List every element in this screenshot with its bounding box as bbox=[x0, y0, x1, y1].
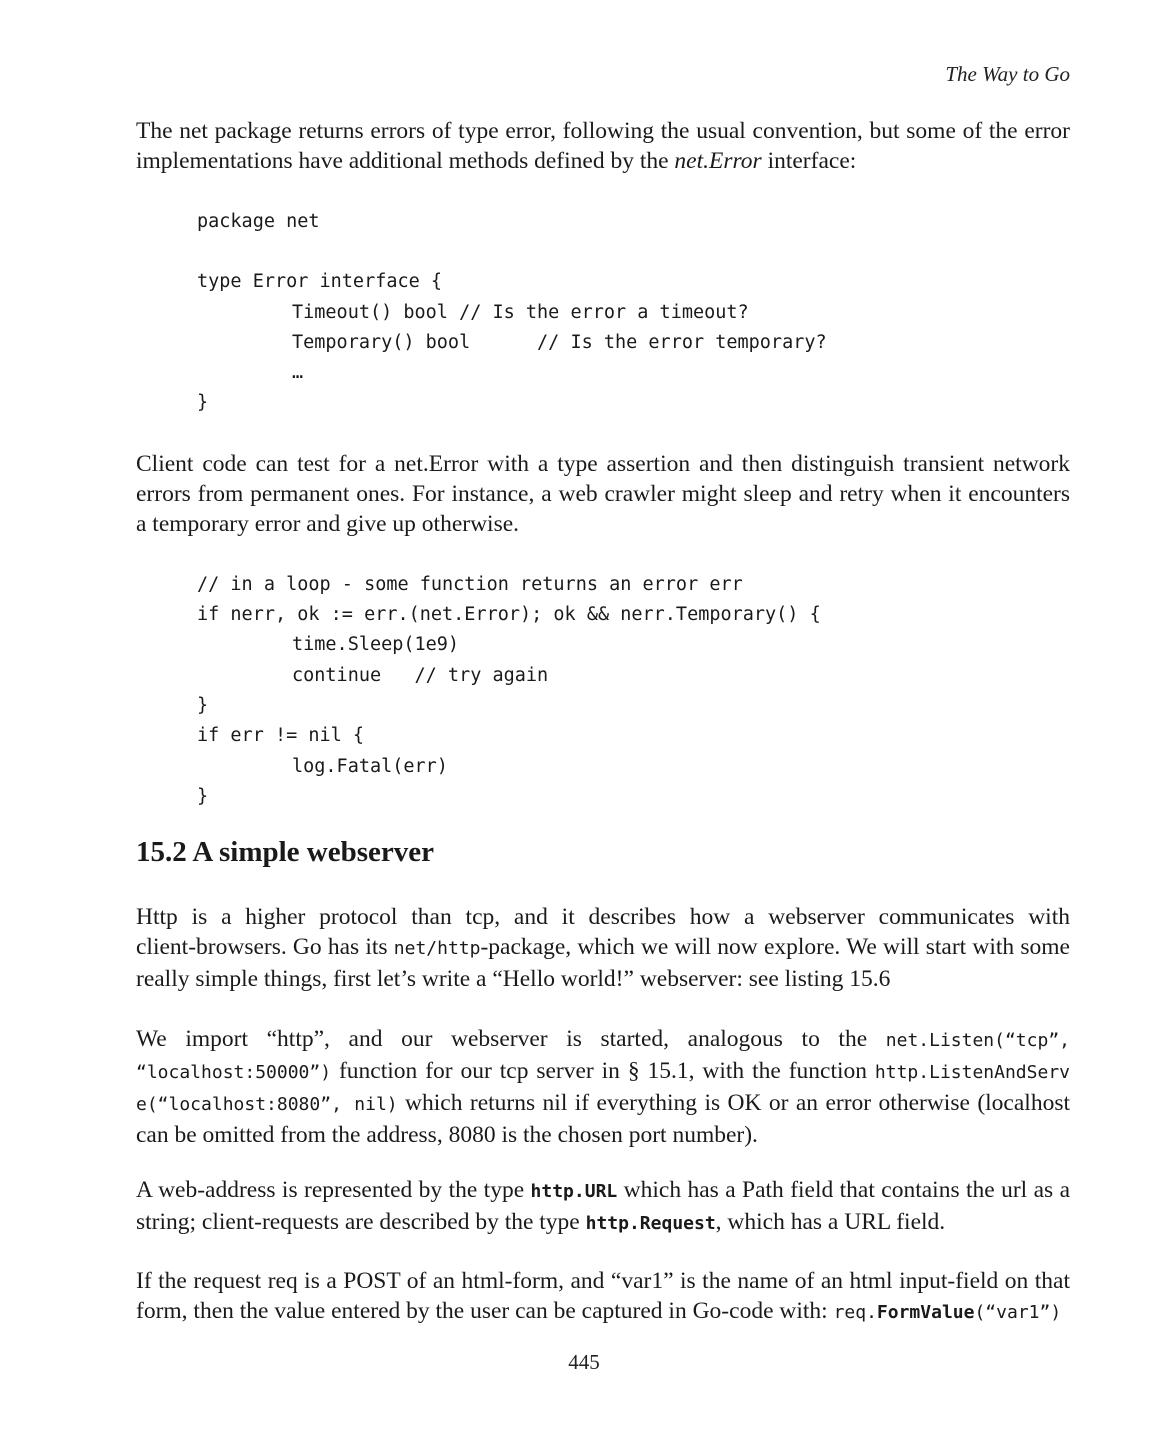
code-line: // in a loop - some function returns an error err bbox=[197, 574, 743, 595]
section-heading: 15.2 A simple webserver bbox=[136, 836, 435, 868]
text-line bbox=[136, 1024, 1070, 1056]
inline-code: http.Request bbox=[585, 1213, 716, 1234]
paragraph-form-value bbox=[136, 1266, 1070, 1328]
text-line bbox=[136, 1088, 1070, 1120]
code-line: } bbox=[197, 786, 209, 807]
text-span: -package, which we will now explore. We will start with some bbox=[480, 934, 1070, 960]
text-span: A web-address is represented by the type bbox=[136, 1177, 531, 1203]
inline-code: req. bbox=[833, 1302, 877, 1323]
emphasis-text: net.Error bbox=[674, 148, 762, 174]
inline-code: http.URL bbox=[530, 1181, 618, 1202]
code-line: Temporary() bool // Is the error temporary? bbox=[292, 332, 827, 353]
text-line: can be omitted from the address, 8080 is the chosen port number). bbox=[136, 1122, 758, 1148]
code-line: Timeout() bool // Is the error a timeout? bbox=[292, 302, 749, 323]
code-line: time.Sleep(1e9) bbox=[292, 634, 460, 655]
inline-code: net/http bbox=[393, 938, 481, 959]
text-span: implementations have additional methods defined by the bbox=[136, 148, 675, 174]
code-line: } bbox=[197, 392, 209, 413]
code-line: type Error interface { bbox=[197, 271, 443, 292]
inline-code: e(“localhost:8080”, nil) bbox=[136, 1094, 398, 1115]
inline-code: (“var1”) bbox=[974, 1302, 1062, 1323]
text-line: a temporary error and give up otherwise. bbox=[136, 511, 520, 537]
text-span: client-browsers. Go has its bbox=[136, 934, 394, 960]
text-line bbox=[136, 146, 1070, 176]
text-line: Http is a higher protocol than tcp, and it describes how a webserver communicates with bbox=[136, 904, 1070, 930]
code-line: … bbox=[292, 362, 304, 383]
paragraph-listen-and-serve bbox=[136, 1024, 1070, 1150]
text-line: really simple things, first let’s write a “Hello world!” webserver: see listing 15.6 bbox=[136, 966, 891, 992]
text-span: interface: bbox=[761, 148, 857, 174]
text-span: We import “http”, and our webserver is started, analogous to the bbox=[136, 1026, 886, 1052]
code-line: if nerr, ok := err.(net.Error); ok && nerr.Temporary() { bbox=[197, 604, 821, 625]
text-line bbox=[136, 932, 1070, 964]
text-span: which returns nil if everything is OK or an error otherwise (localhost bbox=[397, 1090, 1070, 1116]
inline-code: net.Listen(“tcp”, bbox=[885, 1030, 1070, 1051]
code-line: } bbox=[197, 695, 209, 716]
text-line: errors from permanent ones. For instance, a web crawler might sleep and retry when it encounters bbox=[136, 481, 1070, 507]
text-line bbox=[136, 1207, 1070, 1239]
text-span: form, then the value entered by the user can be captured in Go-code with: bbox=[136, 1298, 834, 1324]
code-line: log.Fatal(err) bbox=[292, 756, 448, 777]
text-line: Client code can test for a net.Error with a type assertion and then distinguish transient network bbox=[136, 451, 1070, 477]
paragraph-http-intro bbox=[136, 902, 1070, 994]
paragraph-net-errors bbox=[136, 116, 1070, 176]
text-line: The net package returns errors of type error, following the usual convention, but some of the error bbox=[136, 118, 1070, 144]
paragraph-client-code bbox=[136, 449, 1070, 539]
text-line bbox=[136, 1296, 1070, 1328]
page-number: 445 bbox=[568, 1350, 600, 1374]
code-line: continue // try again bbox=[292, 665, 549, 686]
inline-code: http.ListenAndServ bbox=[874, 1062, 1070, 1083]
text-span: which has a Path field that contains the url as a bbox=[617, 1177, 1070, 1203]
code-line: package net bbox=[197, 211, 320, 232]
text-span: , which has a URL field. bbox=[715, 1209, 946, 1235]
text-line bbox=[136, 1175, 1070, 1207]
text-span: function for our tcp server in § 15.1, with the function bbox=[331, 1058, 875, 1084]
inline-code: FormValue bbox=[876, 1302, 975, 1323]
text-line bbox=[136, 1056, 1070, 1088]
text-line: If the request req is a POST of an html-form, and “var1” is the name of an html input-field on that bbox=[136, 1268, 1070, 1294]
running-header: The Way to Go bbox=[945, 62, 1070, 86]
paragraph-http-url bbox=[136, 1175, 1070, 1239]
text-span: string; client-requests are described by the type bbox=[136, 1209, 586, 1235]
code-line: if err != nil { bbox=[197, 725, 365, 746]
inline-code: “localhost:50000”) bbox=[136, 1062, 332, 1083]
